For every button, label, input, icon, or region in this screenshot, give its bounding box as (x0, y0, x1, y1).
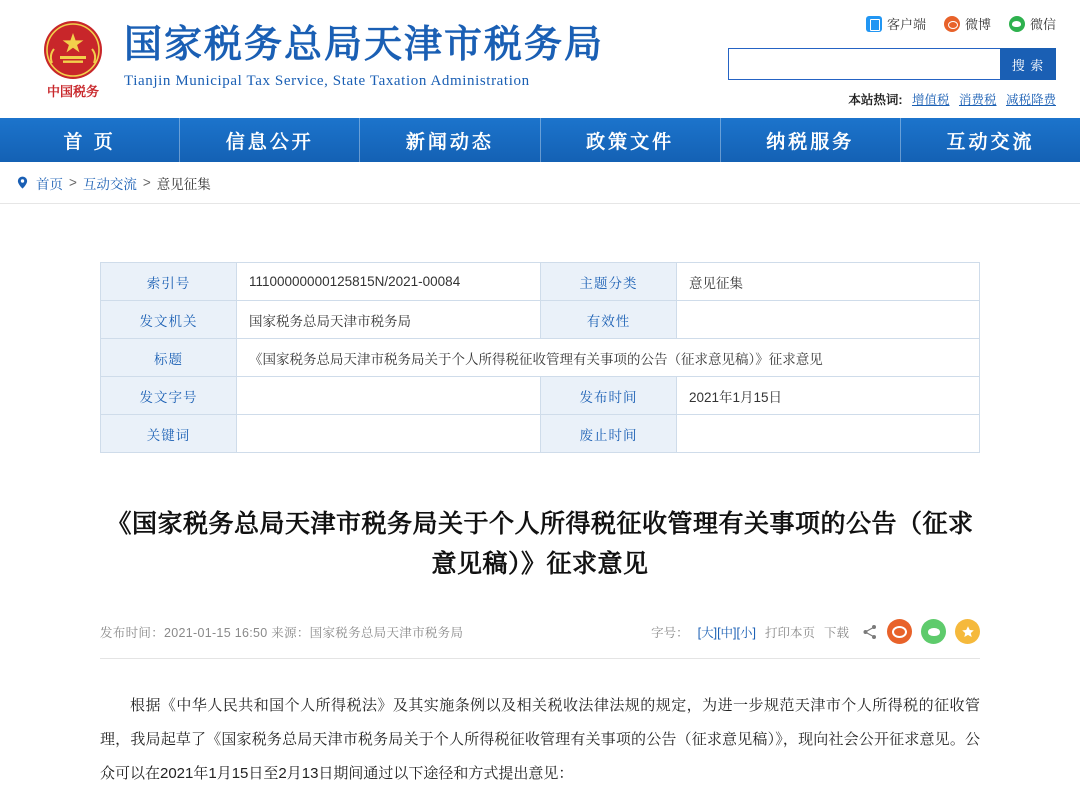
nav-item-interaction[interactable]: 互动交流 (946, 131, 1035, 153)
download-button[interactable]: 下载 (823, 625, 849, 640)
page-content (0, 262, 1080, 791)
article-tools (651, 619, 980, 644)
article-paragraph: 根据《中华人民共和国个人所得税法》及其实施条例以及相关税收法律法规的规定，为进一步规范天津市个人所得税的征收管理，我局起草了《国家税务总局天津市税务局关于个人所得税征收管理有关事项的公告（征求意见稿）》，现向社会公开征求意见。公众可以在2021年1月15日至2月13日期间通过以下途径和方式提出意见： (100, 697, 980, 782)
location-pin-icon (16, 176, 29, 189)
fontsize-large-button[interactable]: [大] (697, 625, 718, 640)
site-title-cn: 国家税务总局天津市税务局 (124, 24, 605, 66)
qzone-share-icon[interactable] (955, 619, 980, 644)
meta-value-title: 《国家税务总局天津市税务局关于个人所得税征收管理有关事项的公告（征求意见稿）》征求意见 (237, 339, 980, 377)
article-publish-info: 发布时间：2021-01-15 16:50 来源：国家税务总局天津市税务局 (100, 625, 464, 640)
meta-label-issuer: 发文机关 (101, 301, 237, 339)
top-link-wechat-label: 微信 (1029, 17, 1056, 32)
table-row (101, 377, 980, 415)
top-link-client-label: 客户端 (886, 17, 926, 32)
hotword-zengzhishui[interactable]: 增值税 (911, 93, 950, 107)
breadcrumb-item-home[interactable]: 首页 (36, 176, 63, 192)
print-button[interactable]: 打印本页 (764, 625, 815, 640)
page-title: 《国家税务总局天津市税务局关于个人所得税征收管理有关事项的公告（征求意见稿）》征求意见 (106, 511, 974, 578)
top-link-weibo[interactable] (944, 14, 991, 33)
nav-item-home[interactable]: 首 页 (0, 118, 180, 162)
article-body (100, 689, 980, 791)
hotword-xiaofeishui[interactable]: 消费税 (958, 93, 997, 107)
meta-label-validity: 有效性 (541, 301, 677, 339)
meta-value-issuer: 国家税务总局天津市税务局 (237, 301, 541, 339)
meta-value-docnumber (237, 377, 541, 415)
fontsize-group (698, 623, 756, 641)
meta-label-title: 标题 (101, 339, 237, 377)
search-bar (728, 48, 1056, 80)
top-link-weibo-label: 微博 (964, 17, 991, 32)
breadcrumb-separator-2: > (142, 175, 151, 190)
meta-value-publish-date: 2021年1月15日 (677, 377, 980, 415)
breadcrumb-separator-1: > (69, 175, 77, 190)
top-link-client[interactable] (866, 14, 926, 33)
weibo-share-icon[interactable] (887, 619, 912, 644)
search-input[interactable] (728, 48, 1000, 80)
meta-label-publish-date: 发布时间 (541, 377, 677, 415)
table-row (101, 415, 980, 453)
fontsize-label: 字号： (651, 625, 689, 640)
nav-item-news[interactable]: 新闻动态 (360, 118, 540, 162)
meta-value-category: 意见征集 (677, 263, 980, 301)
fontsize-medium-button[interactable]: [中] (717, 625, 737, 640)
breadcrumb-item-interaction[interactable]: 互动交流 (82, 176, 137, 192)
hotword-jianshuijiangfei[interactable]: 减税降费 (1005, 93, 1056, 107)
meta-label-repeal-date: 废止时间 (541, 415, 677, 453)
wechat-share-icon[interactable] (921, 619, 946, 644)
nav-item-policy-documents[interactable]: 政策文件 (541, 118, 721, 162)
meta-label-category: 主题分类 (541, 263, 677, 301)
article-meta-bar (100, 619, 980, 659)
meta-value-repeal-date (677, 415, 980, 453)
hotwords-label: 本站热词: (848, 93, 903, 107)
meta-label-index: 索引号 (101, 263, 237, 301)
wechat-icon (1009, 16, 1025, 32)
meta-value-index: 11100000000125815N/2021-00084 (237, 263, 541, 301)
table-row (101, 339, 980, 377)
search-button[interactable]: 搜 索 (1000, 48, 1056, 80)
table-row (101, 301, 980, 339)
meta-label-docnumber: 发文字号 (101, 377, 237, 415)
breadcrumb (0, 162, 1080, 204)
table-row (101, 263, 980, 301)
meta-value-validity (677, 301, 980, 339)
breadcrumb-item-current: 意见征集 (156, 176, 211, 192)
fontsize-small-button[interactable]: [小] (736, 625, 756, 640)
app-icon (866, 16, 882, 32)
meta-value-keywords (237, 415, 541, 453)
site-header (0, 0, 1080, 118)
top-links (866, 14, 1056, 33)
weibo-icon (944, 16, 960, 32)
share-icon[interactable] (862, 624, 878, 640)
national-emblem-icon (30, 16, 116, 102)
top-link-wechat[interactable] (1009, 14, 1056, 33)
nav-item-info-disclosure[interactable]: 信息公开 (180, 118, 360, 162)
hotwords (848, 90, 1056, 108)
meta-label-keywords: 关键词 (101, 415, 237, 453)
main-nav (0, 118, 1080, 162)
site-title-en: Tianjin Municipal Tax Service, State Taxation Administration (124, 73, 530, 89)
svg-text:中国税务: 中国税务 (46, 85, 100, 100)
document-meta-table (100, 262, 980, 453)
site-title (124, 22, 604, 90)
nav-item-tax-service[interactable]: 纳税服务 (721, 118, 901, 162)
